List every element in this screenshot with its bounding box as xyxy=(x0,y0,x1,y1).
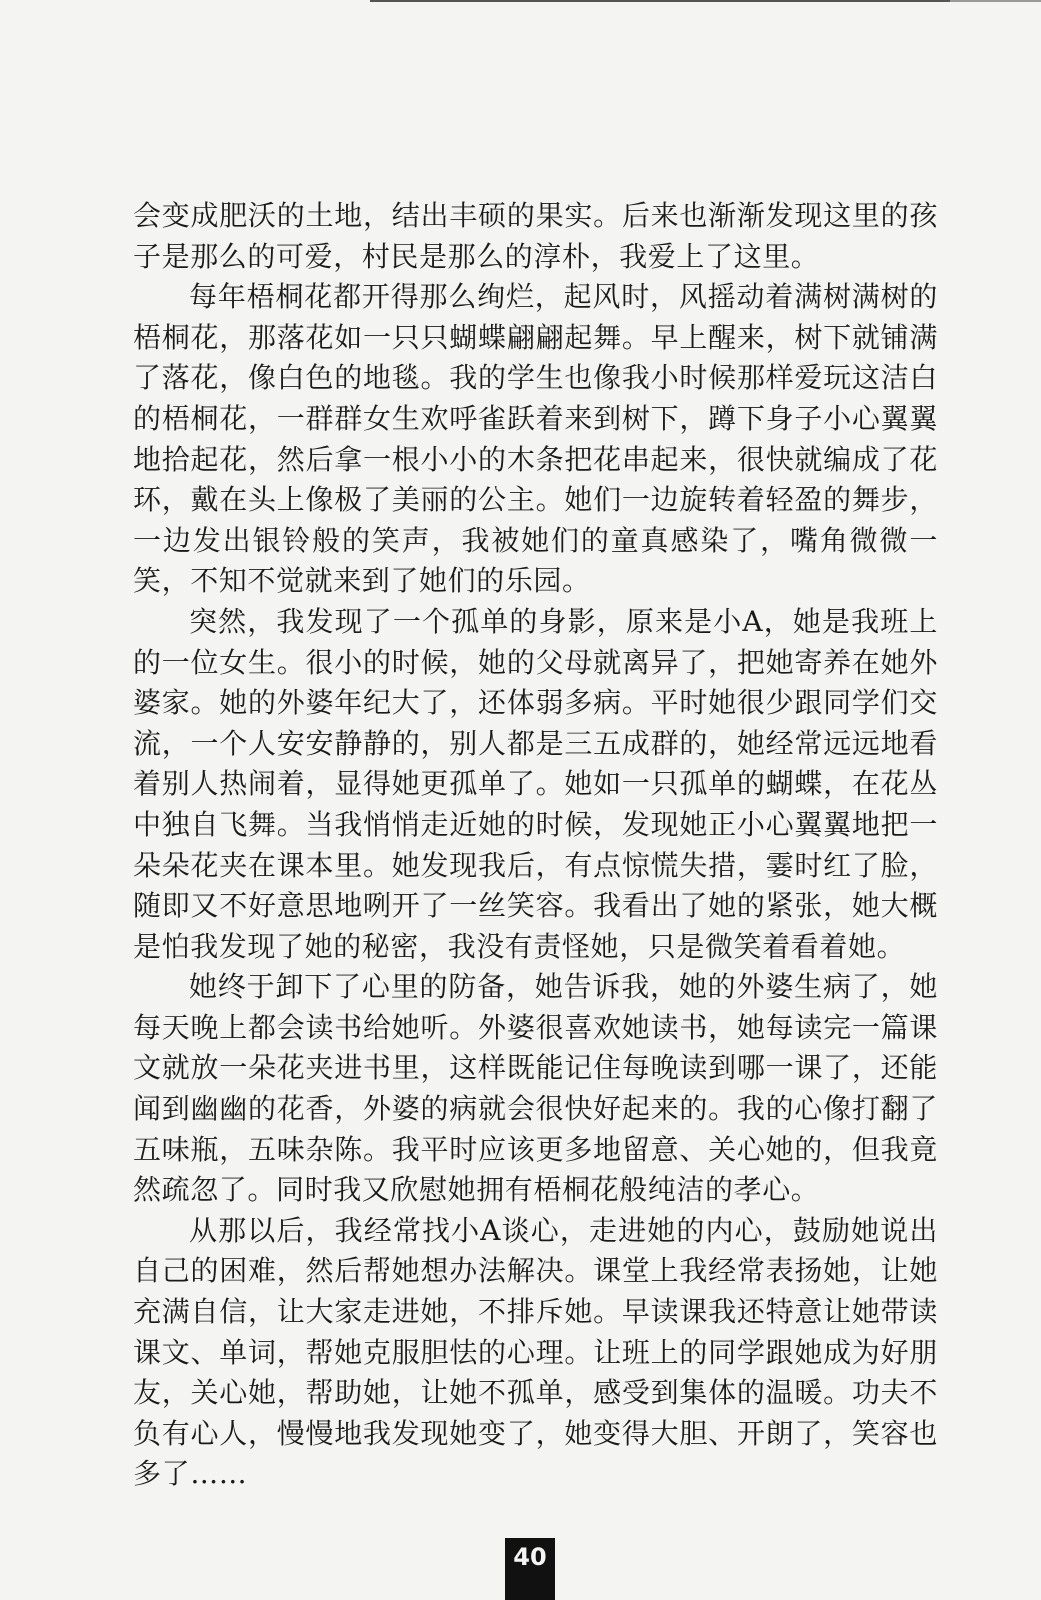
header-rule-end xyxy=(950,0,1041,2)
page-body xyxy=(133,196,938,1495)
page-number-tab xyxy=(505,1576,555,1600)
paragraph-continued: 会变成肥沃的土地，结出丰硕的果实。后来也渐渐发现这里的孩子是那么的可爱，村民是那么的淳朴，我爱上了这里。 xyxy=(133,199,938,273)
paragraph: 每年梧桐花都开得那么绚烂，起风时，风摇动着满树满树的梧桐花，那落花如一只只蝴蝶翩翩起舞。早上醒来，树下就铺满了落花，像白色的地毯。我的学生也像我小时候那样爱玩这洁白的梧桐花，一群群女生欢呼雀跃着来到树下，蹲下身子小心翼翼地拾起花，然后拿一根小小的木条把花串起来，很快就编成了花环，戴在头上像极了美丽的公主。她们一边旋转着轻盈的舞步，一边发出银铃般的笑声，我被她们的童真感染了，嘴角微微一笑，不知不觉就来到了她们的乐园。 xyxy=(133,280,938,598)
paragraph: 她终于卸下了心里的防备，她告诉我，她的外婆生病了，她每天晚上都会读书给她听。外婆很喜欢她读书，她每读完一篇课文就放一朵花夹进书里，这样既能记住每晚读到哪一课了，还能闻到幽幽的花香，外婆的病就会很快好起来的。我的心像打翻了五味瓶，五味杂陈。我平时应该更多地留意、关心她的，但我竟然疏忽了。同时我又欣慰她拥有梧桐花般纯洁的孝心。 xyxy=(133,970,938,1207)
header-rule xyxy=(370,0,950,2)
paragraph: 从那以后，我经常找小A谈心，走进她的内心，鼓励她说出自己的困难，然后帮她想办法解决。课堂上我经常表扬她，让她充满自信，让大家走进她，不排斥她。早读课我还特意让她带读课文、单词，帮她克服胆怯的心理。让班上的同学跟她成为好朋友，关心她，帮助她，让她不孤单，感受到集体的温暖。功夫不负有心人，慢慢地我发现她变了，她变得大胆、开朗了，笑容也多了…… xyxy=(133,1213,938,1491)
paragraph: 突然，我发现了一个孤单的身影，原来是小A，她是我班上的一位女生。很小的时候，她的父母就离异了，把她寄养在她外婆家。她的外婆年纪大了，还体弱多病。平时她很少跟同学们交流，一个人安安静静的，别人都是三五成群的，她经常远远地看着别人热闹着，显得她更孤单了。她如一只孤单的蝴蝶，在花丛中独自飞舞。当我悄悄走近她的时候，发现她正小心翼翼地把一朵朵花夹在课本里。她发现我后，有点惊慌失措，霎时红了脸，随即又不好意思地咧开了一丝笑容。我看出了她的紧张，她大概是怕我发现了她的秘密，我没有责怪她，只是微笑着看着她。 xyxy=(133,604,938,963)
page-number: 40 xyxy=(505,1538,555,1576)
